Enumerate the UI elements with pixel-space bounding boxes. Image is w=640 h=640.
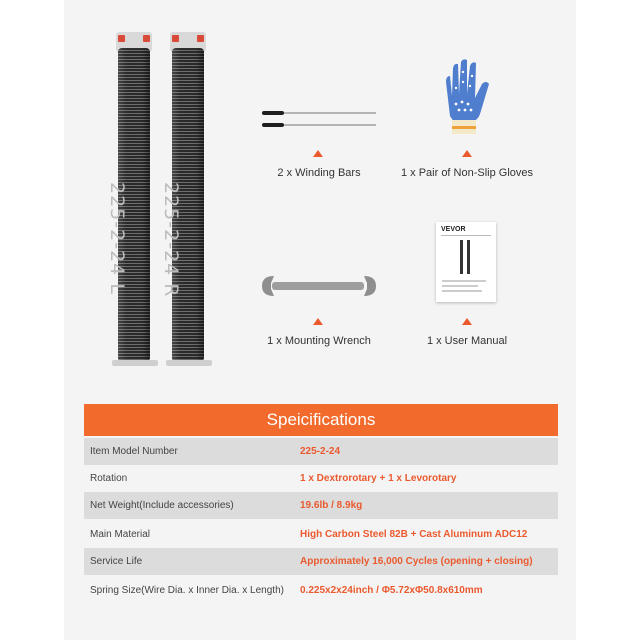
spec-value: 1 x Dextrorotary + 1 x Levorotary [300, 473, 457, 484]
manual-icon [436, 222, 496, 302]
spec-row [84, 548, 558, 575]
spec-key: Rotation [90, 473, 128, 484]
spec-row [84, 492, 558, 519]
spec-key: Net Weight(Include accessories) [90, 500, 234, 511]
accessory-caption: 1 x Mounting Wrench [267, 335, 371, 347]
winding-bars-icon [262, 108, 377, 132]
spec-key: Main Material [90, 529, 151, 540]
accessory-caption: 1 x Pair of Non-Slip Gloves [400, 167, 534, 179]
specs-title: Speicifications [84, 404, 558, 436]
manual-brand: VEVOR [441, 226, 466, 233]
spec-row [84, 521, 558, 548]
spec-value: 225-2-24 [300, 446, 341, 457]
accessory-caption: 2 x Winding Bars [277, 167, 361, 179]
spring-label: 225-2-24 L [106, 182, 128, 295]
wrench-icon [260, 272, 378, 300]
arrow-up-icon [462, 318, 472, 325]
spec-row [84, 465, 558, 492]
arrow-up-icon [313, 150, 323, 157]
spec-row [84, 577, 558, 604]
spec-key: Spring Size(Wire Dia. x Inner Dia. x Length) [90, 585, 284, 596]
spec-value: 0.225x2x24inch / Φ5.72xΦ50.8x610mm [300, 585, 483, 596]
spec-row [84, 438, 558, 465]
arrow-up-icon [313, 318, 323, 325]
arrow-up-icon [462, 150, 472, 157]
spec-value: High Carbon Steel 82B + Cast Aluminum ADC12 [300, 529, 528, 540]
spring-label: 225-2-24 R [160, 182, 182, 298]
spec-value: 19.6lb / 8.9kg [300, 500, 363, 511]
spec-key: Service Life [90, 556, 143, 567]
gloves-icon [438, 58, 496, 138]
spec-key: Item Model Number [90, 446, 178, 457]
accessory-caption: 1 x User Manual [426, 335, 508, 347]
spec-value: Approximately 16,000 Cycles (opening + closing) [300, 556, 533, 567]
